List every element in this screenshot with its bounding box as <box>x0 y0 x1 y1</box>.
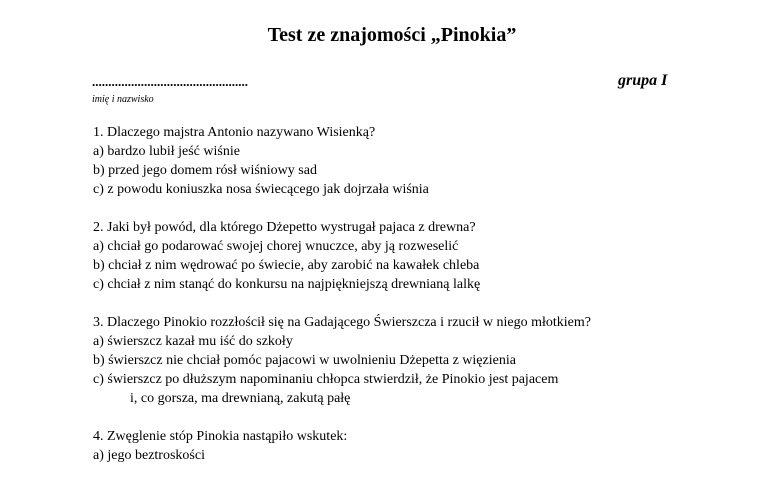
page-title: Test ze znajomości „Pinokia” <box>267 24 517 46</box>
name-label: imię i nazwisko <box>92 94 154 105</box>
group-label: grupa I <box>618 72 668 89</box>
answer-a: a) świerszcz kazał mu iść do szkoły <box>93 334 293 349</box>
answer-c-continuation: i, co gorsza, ma drewnianą, zakutą pałę <box>130 391 351 406</box>
answer-c: c) z powodu koniuszka nosa świecącego jak dojrzała wiśnia <box>93 182 429 197</box>
answer-b: b) chciał z nim wędrować po świecie, aby zarobić na kawałek chleba <box>93 258 480 273</box>
question-text: 2. Jaki był powód, dla którego Dżepetto wystrugał pajaca z drewna? <box>93 220 476 235</box>
answer-c: c) świerszcz po dłuższym napominaniu chłopca stwierdził, że Pinokio jest pajacem <box>93 372 559 387</box>
question-1 <box>93 123 773 199</box>
question-text: 1. Dlaczego majstra Antonio nazywano Wisienką? <box>93 125 376 140</box>
question-2 <box>93 218 773 294</box>
answer-b: b) świerszcz nie chciał pomóc pajacowi w uwolnieniu Dżepetta z więzienia <box>93 353 516 368</box>
answer-c: c) chciał z nim stanąć do konkursu na najpiękniejszą drewnianą lalkę <box>93 277 481 292</box>
name-dotted-line: ................................................ <box>92 74 248 89</box>
question-text: 3. Dlaczego Pinokio rozzłościł się na Gadającego Świerszcza i rzucił w niego młotkiem? <box>93 315 591 330</box>
answer-a: a) jego beztroskości <box>93 448 205 463</box>
answer-b: b) przed jego domem rósł wiśniowy sad <box>93 163 317 178</box>
answer-a: a) chciał go podarować swojej chorej wnuczce, aby ją rozweselić <box>93 239 459 254</box>
questions-list <box>93 123 773 484</box>
question-4 <box>93 427 773 465</box>
question-text: 4. Zwęglenie stóp Pinokia nastąpiło wskutek: <box>93 429 348 444</box>
answer-a: a) bardzo lubił jeść wiśnie <box>93 144 240 159</box>
question-3 <box>93 313 773 408</box>
